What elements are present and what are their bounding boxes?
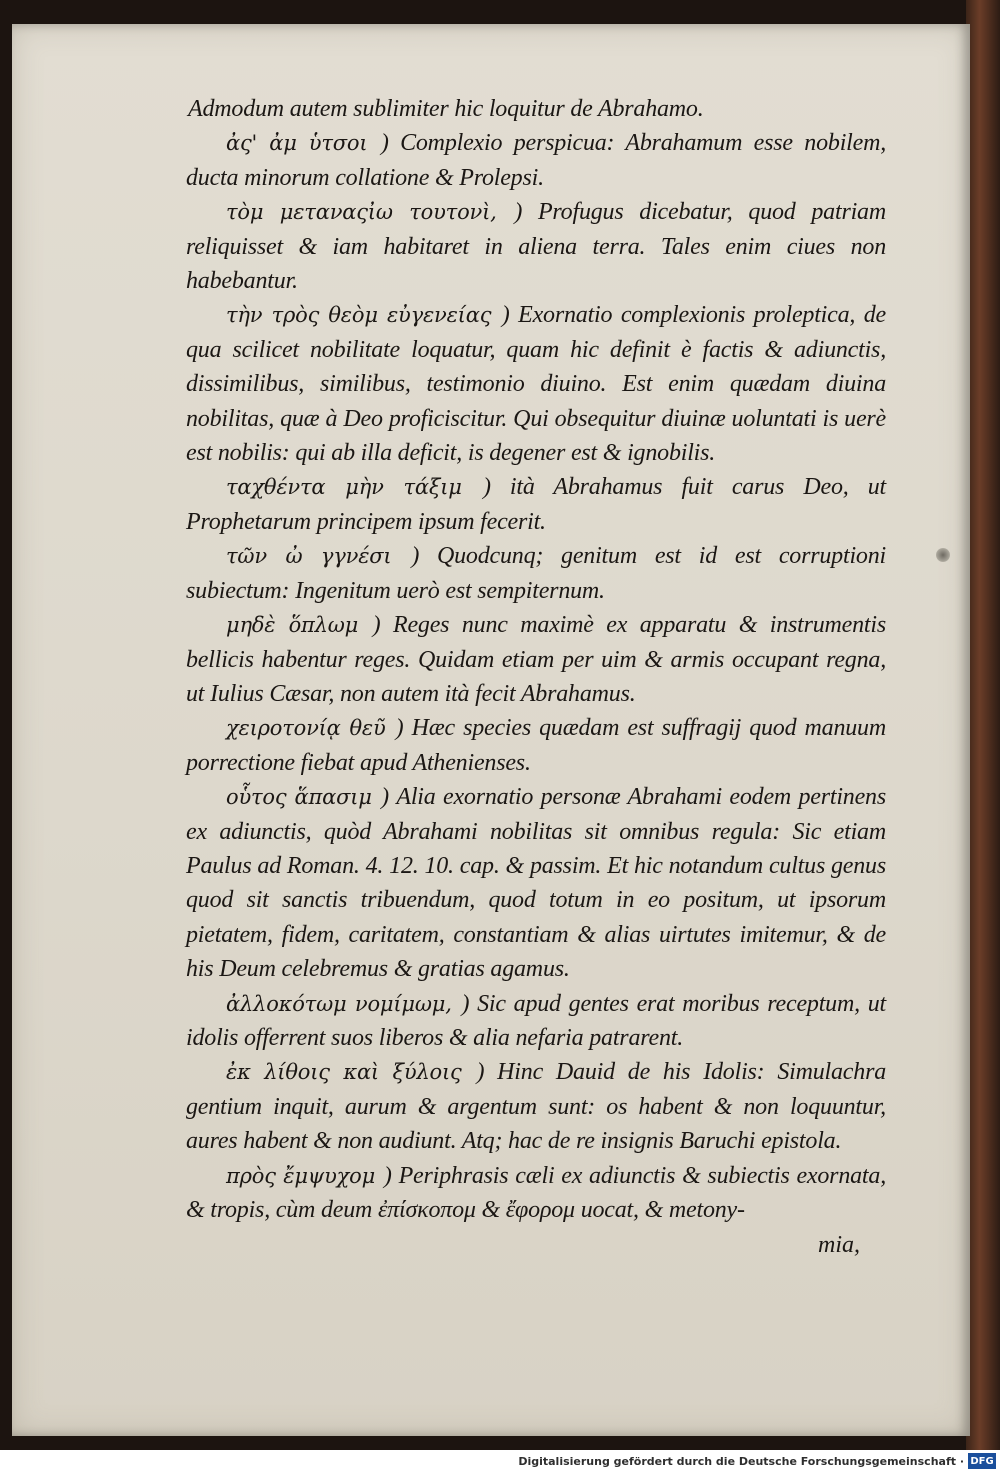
greek-lemma: ἐκ λίθοις καὶ ξύλοις [226,1060,462,1085]
paragraph-text: ) Hinc Dauid de his Idolis: Simulachra gentium inquit, aurum & argentum sunt: os habent & non loquuntur, aures habent & non audiunt. Atq; hac de re insignis Baruchi epistola. [186,1059,887,1155]
paragraph-text: ) Alia exornatio personæ Abrahami eodem pertinens ex adiunctis, quòd Abrahami nobilitas sit omnibus regula: Sic etiam Paulus ad Roman. 4. 12. 10. cap. & passim. Et hic notandum cultus genus quod sit sanctis tribuendum, quod totum in eo positum, ut ipsorum pietatem, fidem, caritatem, constantiam & alias uirtutes imitemur, & de his Deum celebremus & gratias agamus. [186,784,886,983]
greek-lemma: τὸμ μεταναςἰω τουτονὶ, [226,200,497,225]
catchword: mia, [818,1232,860,1258]
paragraph [186,470,886,539]
greek-lemma: ἀς' ἀμ ὑτσοι [226,131,368,156]
paragraph [186,195,886,298]
greek-lemma: ἀλλοκότωμ νομίμωμ, [226,991,452,1016]
paragraph-text: ) Complexio perspicua: Abrahamum esse nobilem, ducta minorum collatione & Prolepsi. [186,130,887,191]
paragraph-text: ) Hæc species quædam est suffragij quod manuum porrectione fiebat apud Athenienses. [186,715,886,776]
paragraph [186,608,886,711]
paragraph [186,539,886,608]
greek-lemma: τὴν τρὸς θεὸμ εὐγενείας [226,303,492,328]
greek-lemma: μηδὲ ὅπλωμ [226,613,359,638]
greek-lemma: χειροτονίᾳ θεῦ [226,716,386,741]
page-text [186,92,886,1227]
paragraph [186,987,886,1056]
ink-spot [936,548,950,562]
paragraph [186,780,886,986]
greek-lemma: οὗτος ἅπασιμ [226,785,372,810]
paragraph-text: ) Reges nunc maximè ex apparatu & instrumentis bellicis habentur reges. Quidam etiam per uim & armis occupant regna, ut Iulius Cæsar, non autem ità fecit Abrahamus. [186,612,887,707]
greek-lemma: τῶν ὠ γγνέσι [226,544,392,569]
paragraph [186,1159,886,1228]
paragraph-text: ) Quodcunq; genitum est id est corruptioni subiectum: Ingenitum uerò est sempiternum. [186,543,886,604]
paragraph-text: ) Exornatio complexionis proleptica, de qua scilicet nobilitate loquatur, quam hic definit è factis & adiunctis, dissimilibus, similibus, testimonio diuino. Est enim quædam diuina nobilitas, quæ à Deo proficiscitur. Qui obsequitur diuinæ uoluntati is uerè est nobilis: qui ab illa deficit, is degener est & ignobilis. [186,302,886,467]
paragraph-text: ) Profugus dicebatur, quod patriam reliquisset & iam habitaret in aliena terra. Tales enim ciues non habebantur. [186,199,886,295]
paragraph [186,298,886,470]
paragraph [186,711,886,780]
footer-credit: Digitalisierung gefördert durch die Deutsche Forschungsgemeinschaft · [518,1455,964,1468]
paragraph [186,126,886,195]
greek-lemma: ταχθέντα μὴν τάξιμ [226,475,462,500]
paragraph-text: ) Sic apud gentes erat moribus receptum, ut idolis offerrent suos liberos & alia nefaria patrarent. [186,990,886,1051]
paragraph-text: ) ità Abrahamus fuit carus Deo, ut Prophetarum principem ipsum fecerit. [186,474,886,535]
paragraph [186,1055,886,1158]
book-board-edge [966,0,1000,1450]
paragraph-text: Admodum autem sublimiter hic loquitur de Abrahamo. [188,96,704,122]
paragraph-text: ) Periphrasis cæli ex adiunctis & subiectis exornata, & tropis, cùm deum ἐπίσκοπομ & ἔφορομ uocat, & metony- [186,1162,886,1223]
paragraph [186,92,886,126]
dfg-logo-icon: DFG [968,1453,996,1469]
greek-lemma: πρὸς ἔμψυχομ [226,1163,376,1188]
